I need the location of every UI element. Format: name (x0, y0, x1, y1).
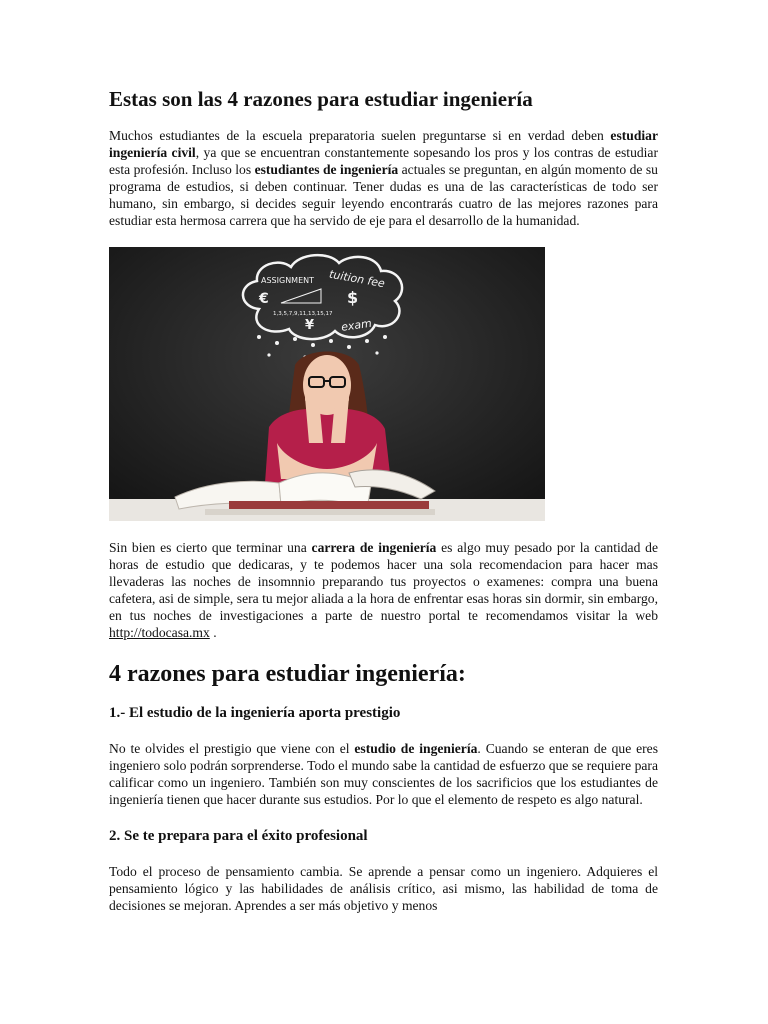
reason1-text-2: . Cuando se enteran de que eres ingeniero solo podrán sorprenderse. Todo el mundo sabe la cantidad de esfuerzo que se requiere para calificar como un ingeniero. También son muy conscientes de los sacrificios que los estudiantes de ingeniería tienen que hacer durante sus estudios. Por lo que el elemento de respeto es algo natural. (109, 741, 658, 807)
cloud-word-assignment: ASSIGNMENT (261, 276, 314, 285)
para2-text-1: Sin bien es cierto que terminar una (109, 540, 312, 555)
todocasa-link[interactable]: http://todocasa.mx (109, 625, 210, 640)
intro-text-3: actuales se preguntan, en algún momento de su programa de estudios, si deben continuar. Tener dudas es una de las características de todo ser humano, sin embargo, si decides seguir leyendo encontrarás cuatro de las mejores razones para estudiar esta hermosa carrera que ha servido de eje para el desarrollo de la humanidad. (109, 162, 658, 228)
reason1-bold-1: estudio de ingeniería (354, 741, 478, 756)
cloud-word-euro: € (259, 291, 269, 307)
section-title: 4 razones para estudiar ingeniería: (109, 661, 466, 687)
intro-text-2: , ya que se encuentran constantemente sopesando los pros y los contras de estudiar esta profesión. Incluso los (109, 145, 658, 177)
para2-text-2: es algo muy pesado por la cantidad de horas de estudio que dedicaras, y te podemos hacer una sola recomendacion para hacer mas llevaderas las noches de insomnnio preparando tus proyectos o examenes: compra una buena cafetera, asi de simple, sera tu mejor aliada a la hora de enfrentar esas horas sin dormir, sin embargo, en tus noches de investigaciones a parte de nuestro portal te recomendamos visitar la web (109, 540, 658, 623)
reason-1-heading: 1.- El estudio de la ingeniería aporta prestigio (109, 705, 401, 721)
coffee-paragraph (109, 539, 658, 641)
cloud-word-sequence: 1,3,5,7,9,11,13,15,17 (273, 311, 333, 317)
intro-bold-2: estudiantes de ingeniería (254, 162, 399, 177)
reason-1-paragraph (109, 740, 658, 808)
cloud-word-tuition: tuition fee (328, 267, 386, 291)
cloud-word-exam: exam (340, 316, 373, 334)
stressed-student-image (109, 247, 545, 521)
para2-bold-1: carrera de ingeniería (311, 540, 437, 555)
reason1-text-1: No te olvides el prestigio que viene con el (109, 741, 355, 756)
intro-text-1: Muchos estudiantes de la escuela preparatoria suelen preguntarse si en verdad deben (109, 128, 611, 143)
reason-2-paragraph: Todo el proceso de pensamiento cambia. Se aprende a pensar como un ingeniero. Adquieres el pensamiento lógico y las habilidades de análisis crítico, asi mismo, las habilidad de toma de decisiones se mejoran. Aprendes a ser más objetivo y menos (109, 864, 658, 913)
document-content (109, 86, 658, 932)
intro-paragraph (109, 127, 658, 229)
cloud-word-yen: ¥ (305, 318, 315, 333)
cloud-word-dollar: $ (347, 288, 359, 307)
intro-bold-1: estudiar ingeniería civil (109, 128, 658, 160)
page-title: Estas son las 4 razones para estudiar ingeniería (109, 87, 533, 111)
para2-text-3: . (209, 625, 217, 640)
reason-2-heading: 2. Se te prepara para el éxito profesional (109, 828, 368, 844)
